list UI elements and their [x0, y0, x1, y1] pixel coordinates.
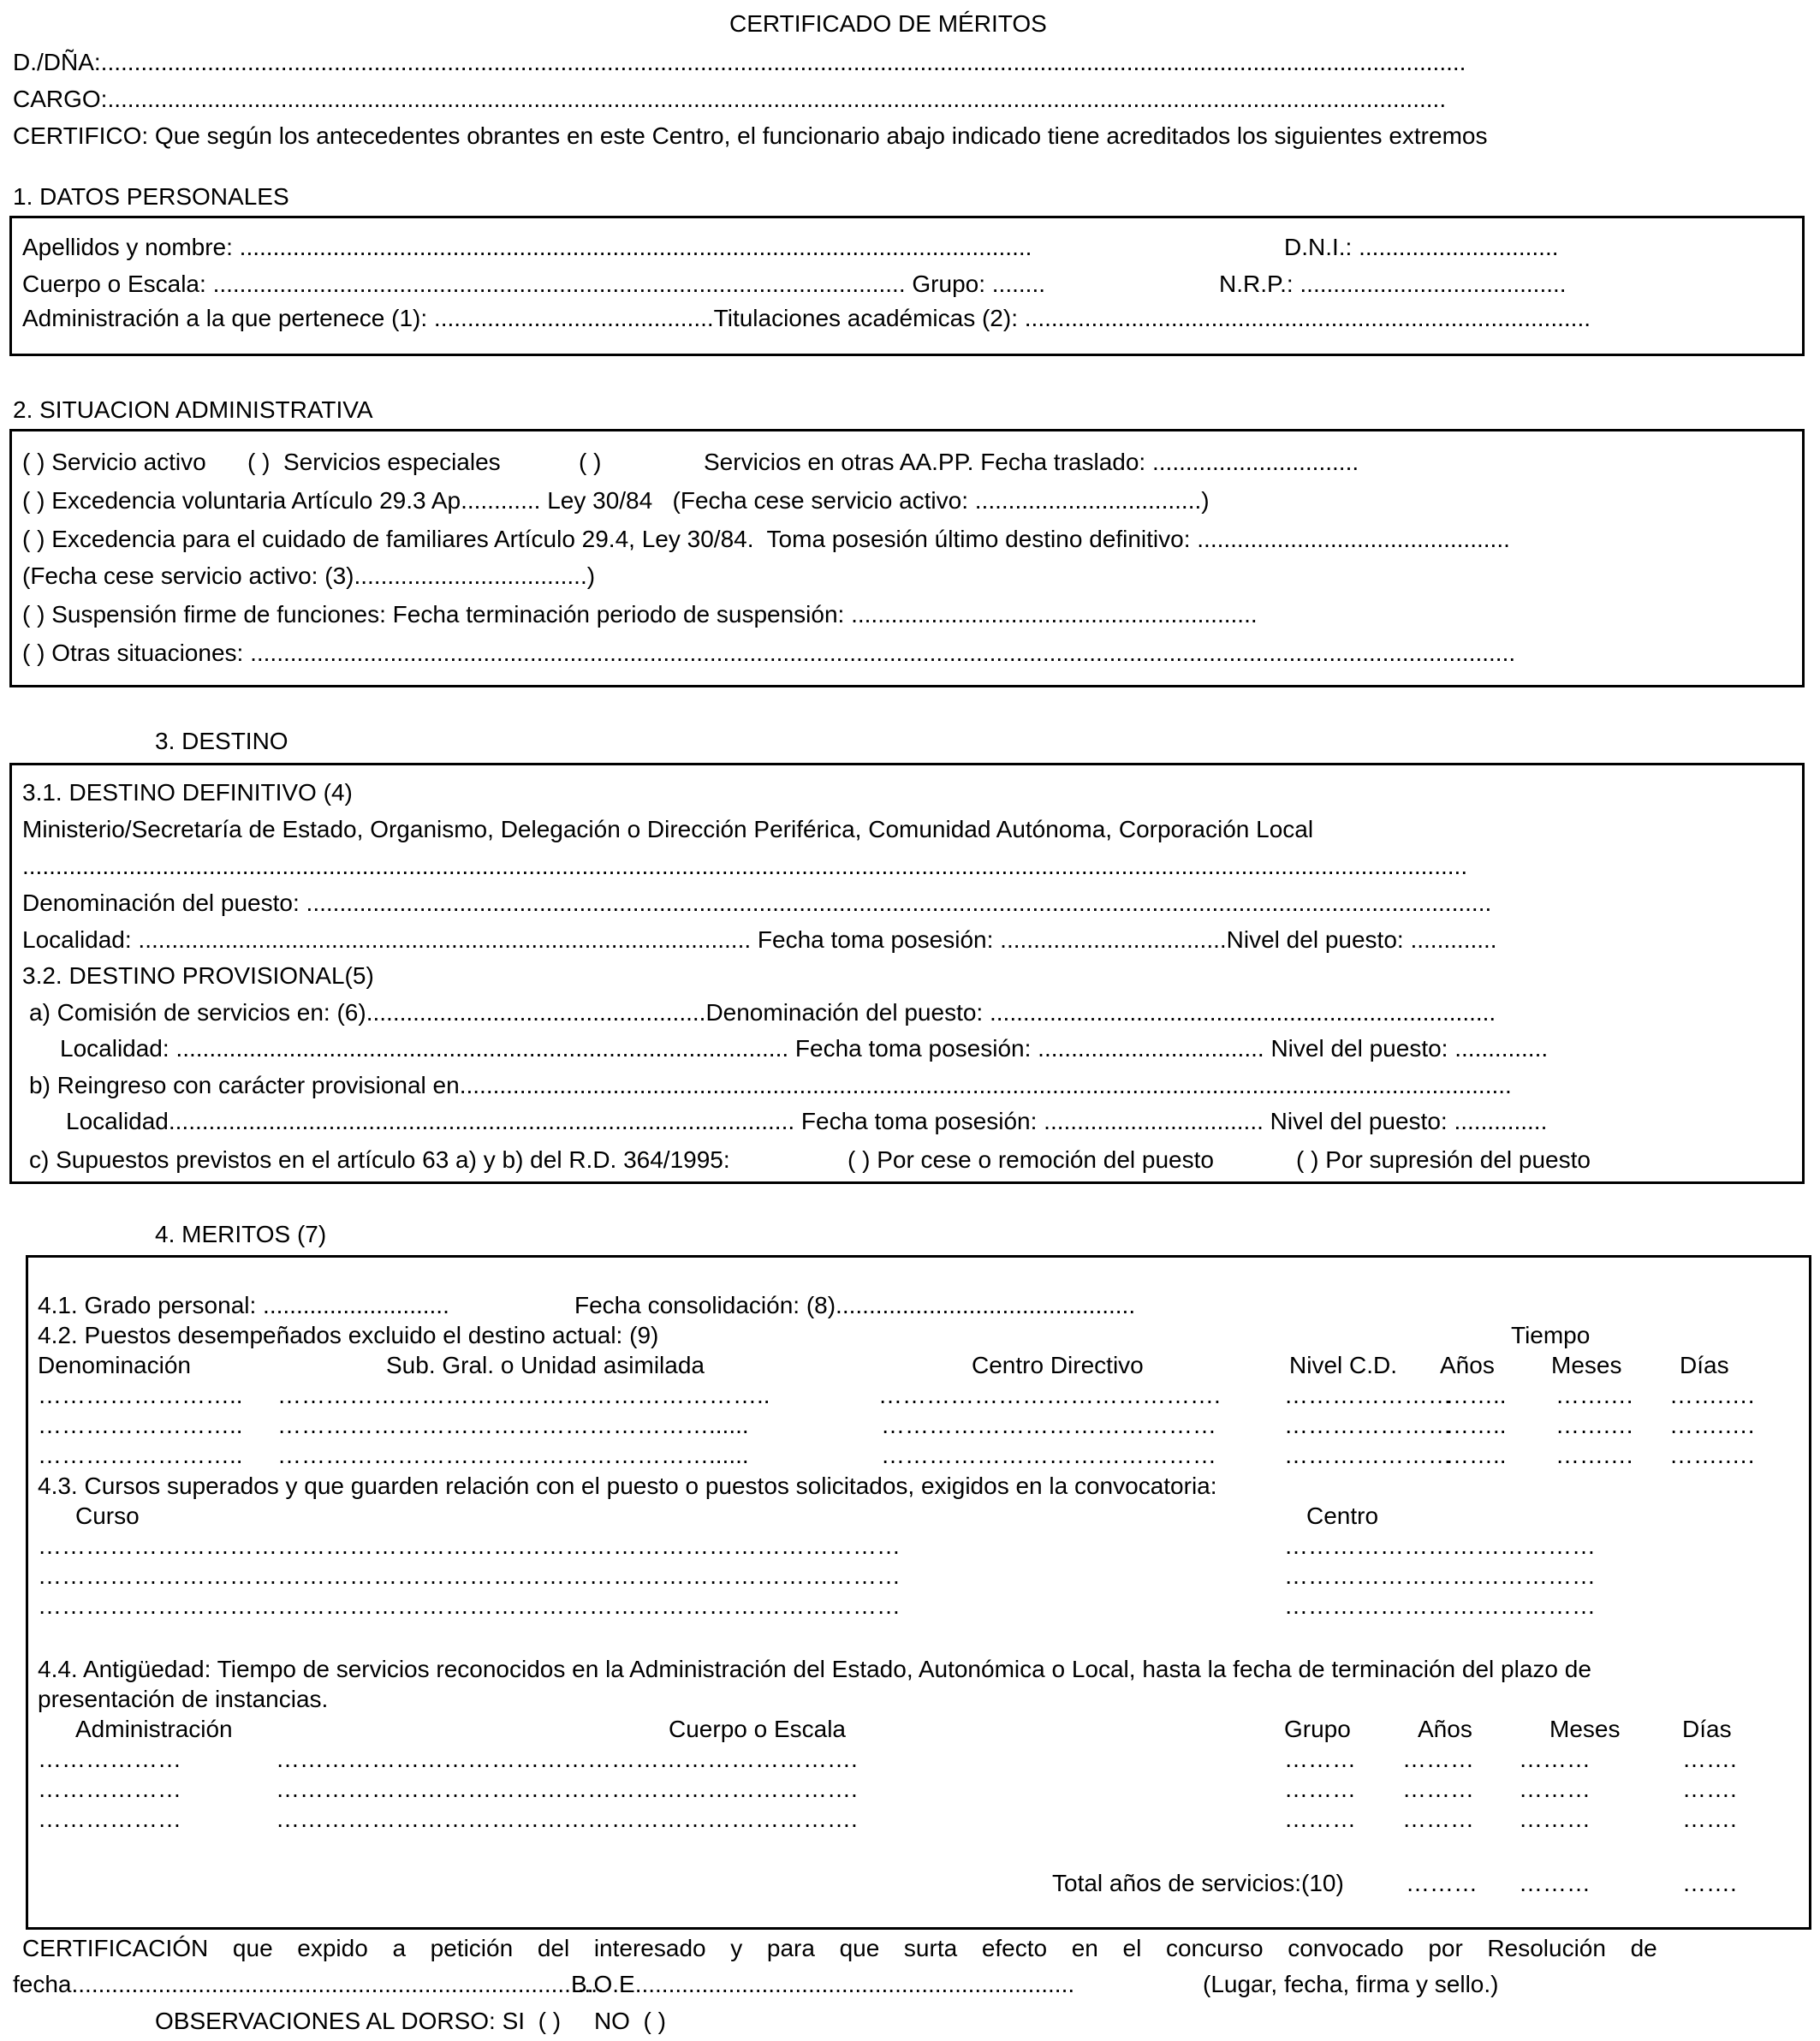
cursos-title: 4.3. Cursos superados y que guarden relación con el puesto o puestos solicitados, exigidos en la convocatoria: [38, 1473, 1217, 1499]
tiempo-label: Tiempo [1511, 1322, 1591, 1348]
destino-definitivo-title: 3.1. DESTINO DEFINITIVO (4) [22, 779, 353, 806]
denominacion-field[interactable]: Denominación del puesto: .................................................................................................................................................................................. [22, 890, 1492, 916]
total-dias-value[interactable]: ……. [1682, 1870, 1737, 1896]
table-cell[interactable]: ………………………………………………...... [277, 1442, 749, 1468]
table-cell[interactable]: ………………………………………………………………. [276, 1746, 858, 1772]
cert-word: CERTIFICACIÓN [22, 1935, 209, 1961]
grado-personal-field[interactable]: 4.1. Grado personal: ............................ [38, 1292, 449, 1318]
servicios-especiales-option[interactable]: ( ) Servicios especiales [247, 449, 501, 475]
cert-word: Resolución [1487, 1935, 1606, 1961]
destino-provisional-title: 3.2. DESTINO PROVISIONAL(5) [22, 962, 374, 989]
table-cell[interactable]: ……………………………………. [878, 1382, 1221, 1408]
table-cell[interactable]: ……………… [38, 1806, 181, 1832]
table-cell[interactable]: ……… [1519, 1806, 1591, 1832]
table-cell[interactable]: ………………… [1284, 1412, 1452, 1438]
firma-label: (Lugar, fecha, firma y sello.) [1203, 1971, 1499, 1997]
cuerpo-field[interactable]: Cuerpo o Escala: ........................................................................................................ Grupo: ........ [22, 271, 1046, 297]
certifico-text: CERTIFICO: Que según los antecedentes obrantes en este Centro, el funcionario abajo indicado tiene acreditados los siguientes extremos [13, 122, 1488, 149]
table-cell[interactable]: …………………………………………………….. [277, 1382, 770, 1408]
table-cell[interactable]: …………………………………… [881, 1442, 1216, 1468]
col-meses: Meses [1551, 1352, 1622, 1378]
table-cell[interactable]: ……… [1284, 1806, 1356, 1832]
otras-situaciones-option[interactable]: ( ) Otras situaciones: .............................................................................................................................................................................................. [22, 640, 1516, 666]
table-cell[interactable]: ……………………………………………………………………………………………… [38, 1532, 901, 1559]
table-cell[interactable]: …………………….. [38, 1412, 243, 1438]
observaciones-field[interactable]: OBSERVACIONES AL DORSO: SI ( ) NO ( ) [155, 2008, 666, 2034]
cert-word: efecto [981, 1935, 1048, 1961]
reingreso-field[interactable]: b) Reingreso con carácter provisional en.............................................................................................................................................................. [29, 1072, 1512, 1098]
table-cell[interactable]: ……. [1682, 1806, 1737, 1832]
nrp-field[interactable]: N.R.P.: ........................................ [1219, 271, 1567, 297]
table-cell[interactable]: …………………….. [38, 1442, 243, 1468]
table-cell[interactable]: ……………… [38, 1746, 181, 1772]
table-cell[interactable]: ……………………………………………………………………………………………… [38, 1592, 901, 1619]
cert-word: petición [430, 1935, 514, 1961]
table-cell[interactable]: ……. [1682, 1746, 1737, 1772]
boe-field[interactable]: B.O.E.................................................................. [571, 1971, 1075, 1997]
cert-word: el [1122, 1935, 1142, 1961]
ministerio-field[interactable]: ......................................................................................................................................................................................................................... [22, 853, 1468, 879]
total-anos-value[interactable]: ……… [1406, 1870, 1478, 1896]
table-cell[interactable]: ………………………………………………………………. [276, 1806, 858, 1832]
col-centro: Centro [1306, 1502, 1379, 1529]
table-cell[interactable]: …….. [1445, 1382, 1507, 1408]
table-cell[interactable]: ……… [1284, 1746, 1356, 1772]
cargo-field[interactable]: CARGO:......................................................................................................................................................................................................... [13, 86, 1447, 112]
suspension-option[interactable]: ( ) Suspensión firme de funciones: Fecha terminación periodo de suspensión: ............................................................. [22, 601, 1258, 628]
table-cell[interactable]: …………………………………… [881, 1412, 1216, 1438]
cert-word: convocado [1288, 1935, 1404, 1961]
table-cell[interactable]: ………………………………… [1284, 1562, 1596, 1589]
col-dias: Días [1680, 1352, 1729, 1378]
section-1-heading: 1. DATOS PERSONALES [13, 183, 289, 210]
apellidos-field[interactable]: Apellidos y nombre: ....................................................................................................................... [22, 234, 1032, 260]
cese-remocion-option[interactable]: ( ) Por cese o remoción del puesto [848, 1146, 1214, 1173]
servicio-activo-option[interactable]: ( ) Servicio activo [22, 449, 206, 475]
antiguedad-title-cont: presentación de instancias. [38, 1686, 329, 1712]
certificacion-text [22, 1937, 1657, 1961]
total-meses-value[interactable]: ……… [1519, 1870, 1591, 1896]
cert-word: para [766, 1935, 815, 1961]
dna-field[interactable]: D./DÑA:............................................................................................................................................................................................................. [13, 49, 1466, 75]
puestos-title: 4.2. Puestos desempeñados excluido el destino actual: (9) [38, 1322, 659, 1348]
antiguedad-title: 4.4. Antigüedad: Tiempo de servicios reconocidos en la Administración del Estado, Autonómica o Local, hasta la fecha de terminación del plazo de [38, 1656, 1591, 1682]
total-anos-label: Total años de servicios:(10) [1052, 1870, 1344, 1896]
table-cell[interactable]: …….… [1555, 1382, 1634, 1408]
col-nivel-cd: Nivel C.D. [1289, 1352, 1398, 1378]
otras-aapp-field[interactable]: Servicios en otras AA.PP. Fecha traslado: ............................... [704, 449, 1359, 475]
cert-word: que [839, 1935, 880, 1961]
table-cell[interactable]: ………………… [1284, 1382, 1452, 1408]
cert-word: interesado [593, 1935, 706, 1961]
fecha-field[interactable]: fecha................................................................................ [13, 1971, 604, 1997]
cert-word: concurso [1165, 1935, 1264, 1961]
table-cell[interactable]: ……… [1519, 1776, 1591, 1802]
table-cell[interactable]: …….… [1555, 1442, 1634, 1468]
col-administracion: Administración [75, 1716, 233, 1742]
table-cell[interactable]: …….. [1445, 1442, 1507, 1468]
cert-word: y [730, 1935, 743, 1961]
cert-word: surta [903, 1935, 958, 1961]
fecha-cese-field[interactable]: (Fecha cese servicio activo: (3)...................................) [22, 562, 596, 589]
comision-localidad-field[interactable]: Localidad: ............................................................................................ Fecha toma posesión: .................................. Nivel del puesto: .............. [60, 1035, 1549, 1062]
section-2-heading: 2. SITUACION ADMINISTRATIVA [13, 396, 373, 423]
table-cell[interactable]: ……………………………………………………………………………………………… [38, 1562, 901, 1589]
reingreso-localidad-field[interactable]: Localidad.............................................................................................. Fecha toma posesión: ................................. Nivel del puesto: .............. [66, 1108, 1548, 1134]
table-cell[interactable]: ……… [1402, 1806, 1474, 1832]
col-meses: Meses [1549, 1716, 1621, 1742]
col-centro-directivo: Centro Directivo [972, 1352, 1144, 1378]
otras-aapp-checkbox[interactable]: ( ) [579, 449, 602, 475]
table-cell[interactable]: …….…. [1669, 1412, 1755, 1438]
section-4-heading: 4. MERITOS (7) [155, 1221, 327, 1247]
table-cell[interactable]: …….…. [1669, 1382, 1755, 1408]
table-cell[interactable]: ………………………………… [1284, 1532, 1596, 1559]
cert-word: expido [297, 1935, 368, 1961]
table-cell[interactable]: …….… [1555, 1412, 1634, 1438]
table-cell[interactable]: ……………… [38, 1776, 181, 1802]
excedencia-voluntaria-option[interactable]: ( ) Excedencia voluntaria Artículo 29.3 Ap............ Ley 30/84 (Fecha cese servicio activo: ..................................) [22, 487, 1210, 514]
table-cell[interactable]: ………………………………………………...... [277, 1412, 749, 1438]
table-cell[interactable]: ……. [1682, 1776, 1737, 1802]
col-curso: Curso [75, 1502, 140, 1529]
excedencia-familiares-option[interactable]: ( ) Excedencia para el cuidado de familiares Artículo 29.4, Ley 30/84. Toma posesión último destino definitivo: ............................................... [22, 526, 1510, 552]
col-cuerpo-escala: Cuerpo o Escala [669, 1716, 847, 1742]
table-cell[interactable]: ……… [1519, 1746, 1591, 1772]
cert-word: por [1428, 1935, 1463, 1961]
supuestos-label: c) Supuestos previstos en el artículo 63 a) y b) del R.D. 364/1995: [29, 1146, 730, 1173]
section-3-heading: 3. DESTINO [155, 728, 288, 754]
table-cell[interactable]: ………………………………………………………………. [276, 1776, 858, 1802]
table-cell[interactable]: …………………….. [38, 1382, 243, 1408]
table-cell[interactable]: ………………………………… [1284, 1592, 1596, 1619]
table-cell[interactable]: ………………… [1284, 1442, 1452, 1468]
table-cell[interactable]: ……… [1284, 1776, 1356, 1802]
col-grupo: Grupo [1284, 1716, 1351, 1742]
localidad-field[interactable]: Localidad: ............................................................................................ Fecha toma posesión: ..................................Nivel del puesto: ............. [22, 926, 1497, 953]
ministerio-label: Ministerio/Secretaría de Estado, Organismo, Delegación o Dirección Periférica, Comunidad Autónoma, Corporación Local [22, 816, 1314, 842]
dni-field[interactable]: D.N.I.: .............................. [1284, 234, 1559, 260]
table-cell[interactable]: …….…. [1669, 1442, 1755, 1468]
col-anos: Años [1440, 1352, 1495, 1378]
table-cell[interactable]: ……… [1402, 1746, 1474, 1772]
table-cell[interactable]: …….. [1445, 1412, 1507, 1438]
administracion-field[interactable]: Administración a la que pertenece (1): ..........................................Titulaciones académicas (2): ..................................................................................... [22, 305, 1591, 331]
cert-word: que [232, 1935, 273, 1961]
col-sub-gral: Sub. Gral. o Unidad asimilada [386, 1352, 705, 1378]
col-anos: Años [1418, 1716, 1472, 1742]
table-cell[interactable]: ……… [1402, 1776, 1474, 1802]
fecha-consolidacion-field[interactable]: Fecha consolidación: (8)............................................. [574, 1292, 1136, 1318]
cert-word: de [1630, 1935, 1657, 1961]
col-denominacion: Denominación [38, 1352, 191, 1378]
cert-word: a [392, 1935, 407, 1961]
page-title: CERTIFICADO DE MÉRITOS [729, 10, 1047, 37]
col-dias: Días [1682, 1716, 1732, 1742]
supresion-option[interactable]: ( ) Por supresión del puesto [1296, 1146, 1591, 1173]
comision-servicios-field[interactable]: a) Comisión de servicios en: (6)...................................................Denominación del puesto: ............................................................................ [29, 999, 1496, 1026]
cert-word: del [537, 1935, 570, 1961]
cert-word: en [1071, 1935, 1098, 1961]
